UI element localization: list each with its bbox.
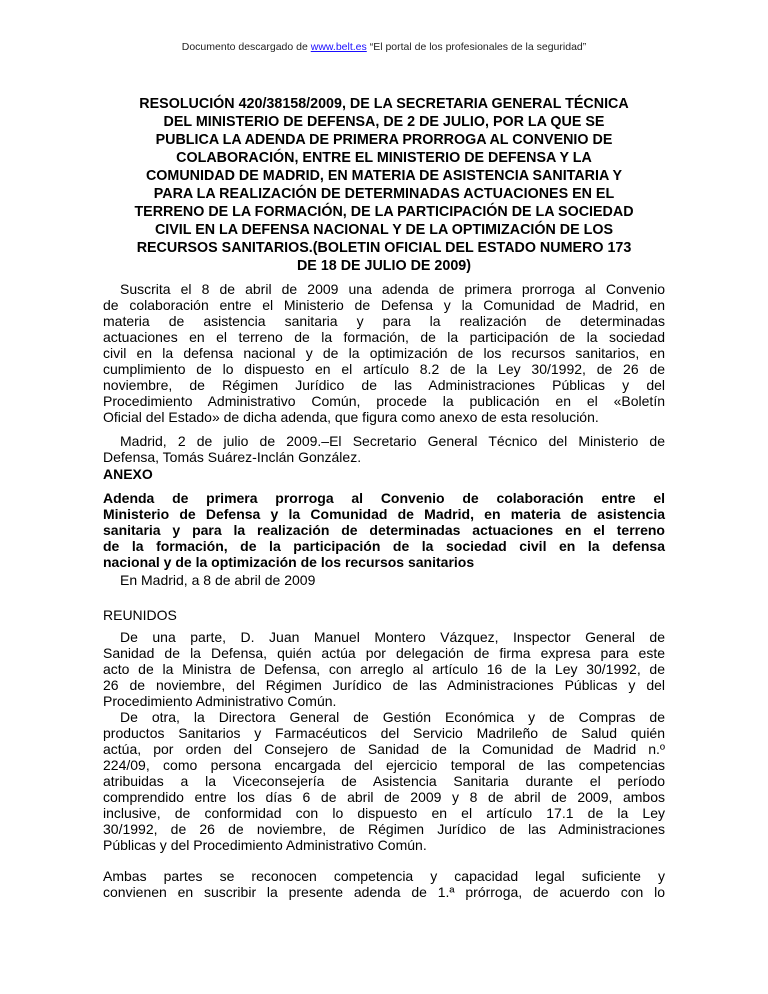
text-line: Suscrita el 8 de abril de 2009 una adenda de primera prorroga al Convenio	[120, 281, 665, 297]
paragraph-first-party	[103, 629, 665, 709]
text-line: productos Sanitarios y Farmacéuticos del Servicio Madrileño de Salud quién	[103, 725, 665, 741]
header-link[interactable]: www.belt.es	[310, 41, 367, 53]
text-line: CIVIL EN LA DEFENSA NACIONAL Y DE LA OPTIMIZACIÓN DE LOS	[154, 222, 614, 238]
text-line: ANEXO	[103, 466, 153, 482]
text-line: Ministerio de Defensa y la Comunidad de Madrid, en materia de asistencia	[103, 506, 665, 522]
text-line: Ambas partes se reconocen competencia y capacidad legal suficiente y	[103, 868, 665, 884]
text-line: actúa, por orden del Consejero de Sanidad de la Comunidad de Madrid n.º	[103, 741, 665, 757]
text-line: de la formación, de la participación de la sociedad civil en la defensa	[103, 538, 665, 554]
text-line: REUNIDOS	[103, 607, 177, 623]
text-line: 30/1992, de 26 de noviembre, de Régimen Jurídico de las Administraciones	[103, 821, 665, 837]
section-heading-reunidos	[103, 607, 665, 623]
page-header	[0, 40, 768, 54]
text-line: RECURSOS SANITARIOS.(BOLETIN OFICIAL DEL ESTADO NUMERO 173	[136, 240, 632, 256]
text-line: noviembre, de Régimen Jurídico de las Administraciones Públicas y del	[103, 377, 665, 393]
text-line: PARA LA REALIZACIÓN DE DETERMINADAS ACTUACIONES EN EL	[153, 186, 615, 202]
text-line: atribuidas a la Viceconsejería de Asistencia Sanitaria durante el período	[103, 773, 665, 789]
text-line: Procedimiento Administrativo Común, procede la publicación en el «Boletín	[103, 393, 665, 409]
text-line: nacional y de la optimización de los recursos sanitarios	[103, 554, 475, 570]
text-line: comprendido entre los días 6 de abril de 2009 y 8 de abril de 2009, ambos	[103, 789, 665, 805]
text-line: Madrid, 2 de julio de 2009.–El Secretario General Técnico del Ministerio de	[120, 433, 665, 449]
text-line: Públicas y del Procedimiento Administrativo Común.	[103, 837, 427, 853]
header-suffix: “El portal de los profesionales de la seguridad”	[366, 41, 587, 53]
text-line: DE 18 DE JULIO DE 2009)	[296, 258, 471, 274]
text-line: sanitaria y para la realización de determinadas actuaciones en el terreno	[103, 522, 665, 538]
text-line: COMUNIDAD DE MADRID, EN MATERIA DE ASISTENCIA SANITARIA Y	[145, 168, 623, 184]
text-line: inclusive, de conformidad con lo dispuesto en el artículo 17.1 de la Ley	[103, 805, 665, 821]
paragraph-signature	[103, 433, 665, 465]
text-line: 224/09, como persona encargada del ejercicio temporal de las competencias	[103, 757, 665, 773]
place-date	[103, 572, 665, 588]
text-line: actuaciones en el terreno de la formación, de la participación de la sociedad	[103, 329, 665, 345]
text-line: De otra, la Directora General de Gestión Económica y de Compras de	[120, 709, 665, 725]
text-line: Sanidad de la Defensa, quién actúa por delegación de firma expresa para este	[103, 645, 665, 661]
text-line: De una parte, D. Juan Manuel Montero Vázquez, Inspector General de	[120, 629, 665, 645]
text-line: RESOLUCIÓN 420/38158/2009, DE LA SECRETARIA GENERAL TÉCNICA	[139, 96, 629, 112]
text-line: Procedimiento Administrativo Común.	[103, 693, 337, 709]
document-title	[103, 95, 665, 275]
text-line: de colaboración entre el Ministerio de Defensa y la Comunidad de Madrid, en	[103, 297, 665, 313]
text-line: PUBLICA LA ADENDA DE PRIMERA PRORROGA AL CONVENIO DE	[155, 132, 613, 148]
text-line: TERRENO DE LA FORMACIÓN, DE LA PARTICIPACIÓN DE LA SOCIEDAD	[134, 204, 634, 220]
adenda-heading	[103, 490, 665, 570]
text-line: 26 de noviembre, del Régimen Jurídico de las Administraciones Públicas y del	[103, 677, 665, 693]
text-line: Defensa, Tomás Suárez-Inclán González.	[103, 449, 362, 465]
header-prefix: Documento descargado de	[181, 41, 311, 53]
text-line: civil en la defensa nacional y de la optimización de los recursos sanitarios, en	[103, 345, 665, 361]
text-line: En Madrid, a 8 de abril de 2009	[120, 572, 316, 588]
paragraph-second-party	[103, 709, 665, 853]
text-line: Adenda de primera prorroga al Convenio de colaboración entre el	[103, 490, 665, 506]
paragraph-intro	[103, 281, 665, 425]
text-line: convienen en suscribir la presente adenda de 1.ª prórroga, de acuerdo con lo	[103, 884, 665, 900]
text-line: COLABORACIÓN, ENTRE EL MINISTERIO DE DEFENSA Y LA	[176, 150, 592, 166]
text-line: acto de la Ministra de Defensa, con arreglo al artículo 16 de la Ley 30/1992, de	[103, 661, 665, 677]
text-line: materia de asistencia sanitaria y para la realización de determinadas	[103, 313, 665, 329]
section-heading-anexo	[103, 466, 665, 482]
text-line: Oficial del Estado» de dicha adenda, que figura como anexo de esta resolución.	[103, 409, 599, 425]
text-line: DEL MINISTERIO DE DEFENSA, DE 2 DE JULIO, POR LA QUE SE	[163, 114, 605, 130]
text-line: cumplimiento de lo dispuesto en el artículo 8.2 de la Ley 30/1992, de 26 de	[103, 361, 665, 377]
paragraph-agreement	[103, 868, 665, 900]
